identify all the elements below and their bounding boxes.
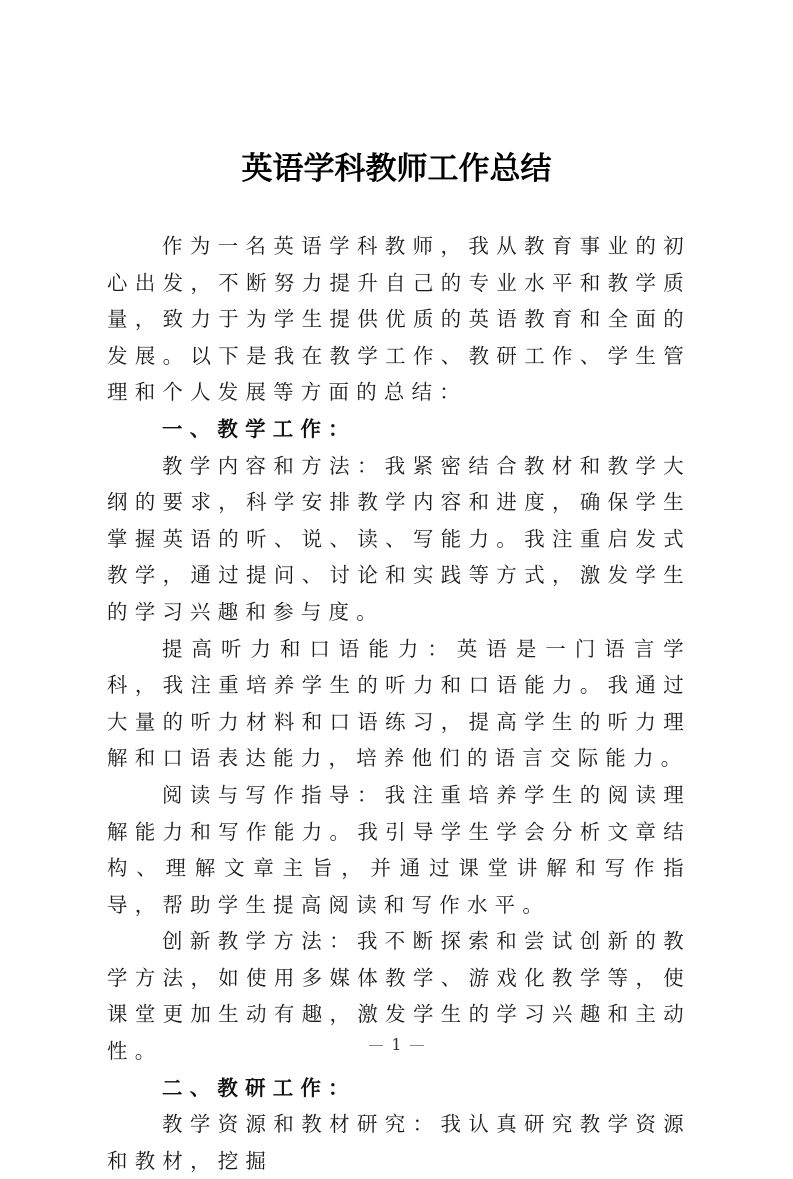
footer-dash-left xyxy=(369,1045,383,1046)
paragraph-listening-speaking: 提高听力和口语能力：英语是一门语言学科，我注重培养学生的听力和口语能力。我通过大量的听力材料和口语练习，提高学生的听力理解和口语表达能力，培养他们的语言交际能力。 xyxy=(107,636,691,771)
paragraph-resources-research: 教学资源和教材研究：我认真研究教学资源和教材，挖掘 xyxy=(107,1112,691,1173)
section-heading-teaching: 一、教学工作： xyxy=(162,416,356,441)
footer-dash-right xyxy=(410,1045,424,1046)
page-footer xyxy=(0,1035,793,1054)
paragraph-innovative-methods: 创新教学方法：我不断探索和尝试创新的教学方法，如使用多媒体教学、游戏化教学等，使课堂更加生动有趣，激发学生的学习兴趣和主动性。 xyxy=(107,929,691,1064)
intro-paragraph: 作为一名英语学科教师，我从教育事业的初心出发，不断努力提升自己的专业水平和教学质量，致力于为学生提供优质的英语教育和全面的发展。以下是我在教学工作、教研工作、学生管理和个人发展等方面的总结： xyxy=(107,234,691,405)
paragraph-reading-writing: 阅读与写作指导：我注重培养学生的阅读理解能力和写作能力。我引导学生学会分析文章结构、理解文章主旨，并通过课堂讲解和写作指导，帮助学生提高阅读和写作水平。 xyxy=(107,782,691,917)
page-number: 1 xyxy=(391,1035,402,1054)
section-heading-research: 二、教研工作： xyxy=(162,1075,356,1100)
paragraph-teaching-content: 教学内容和方法：我紧密结合教材和教学大纲的要求，科学安排教学内容和进度，确保学生掌握英语的听、说、读、写能力。我注重启发式教学，通过提问、讨论和实践等方式，激发学生的学习兴趣和参与度。 xyxy=(107,453,691,624)
document-title: 英语学科教师工作总结 xyxy=(241,151,552,187)
